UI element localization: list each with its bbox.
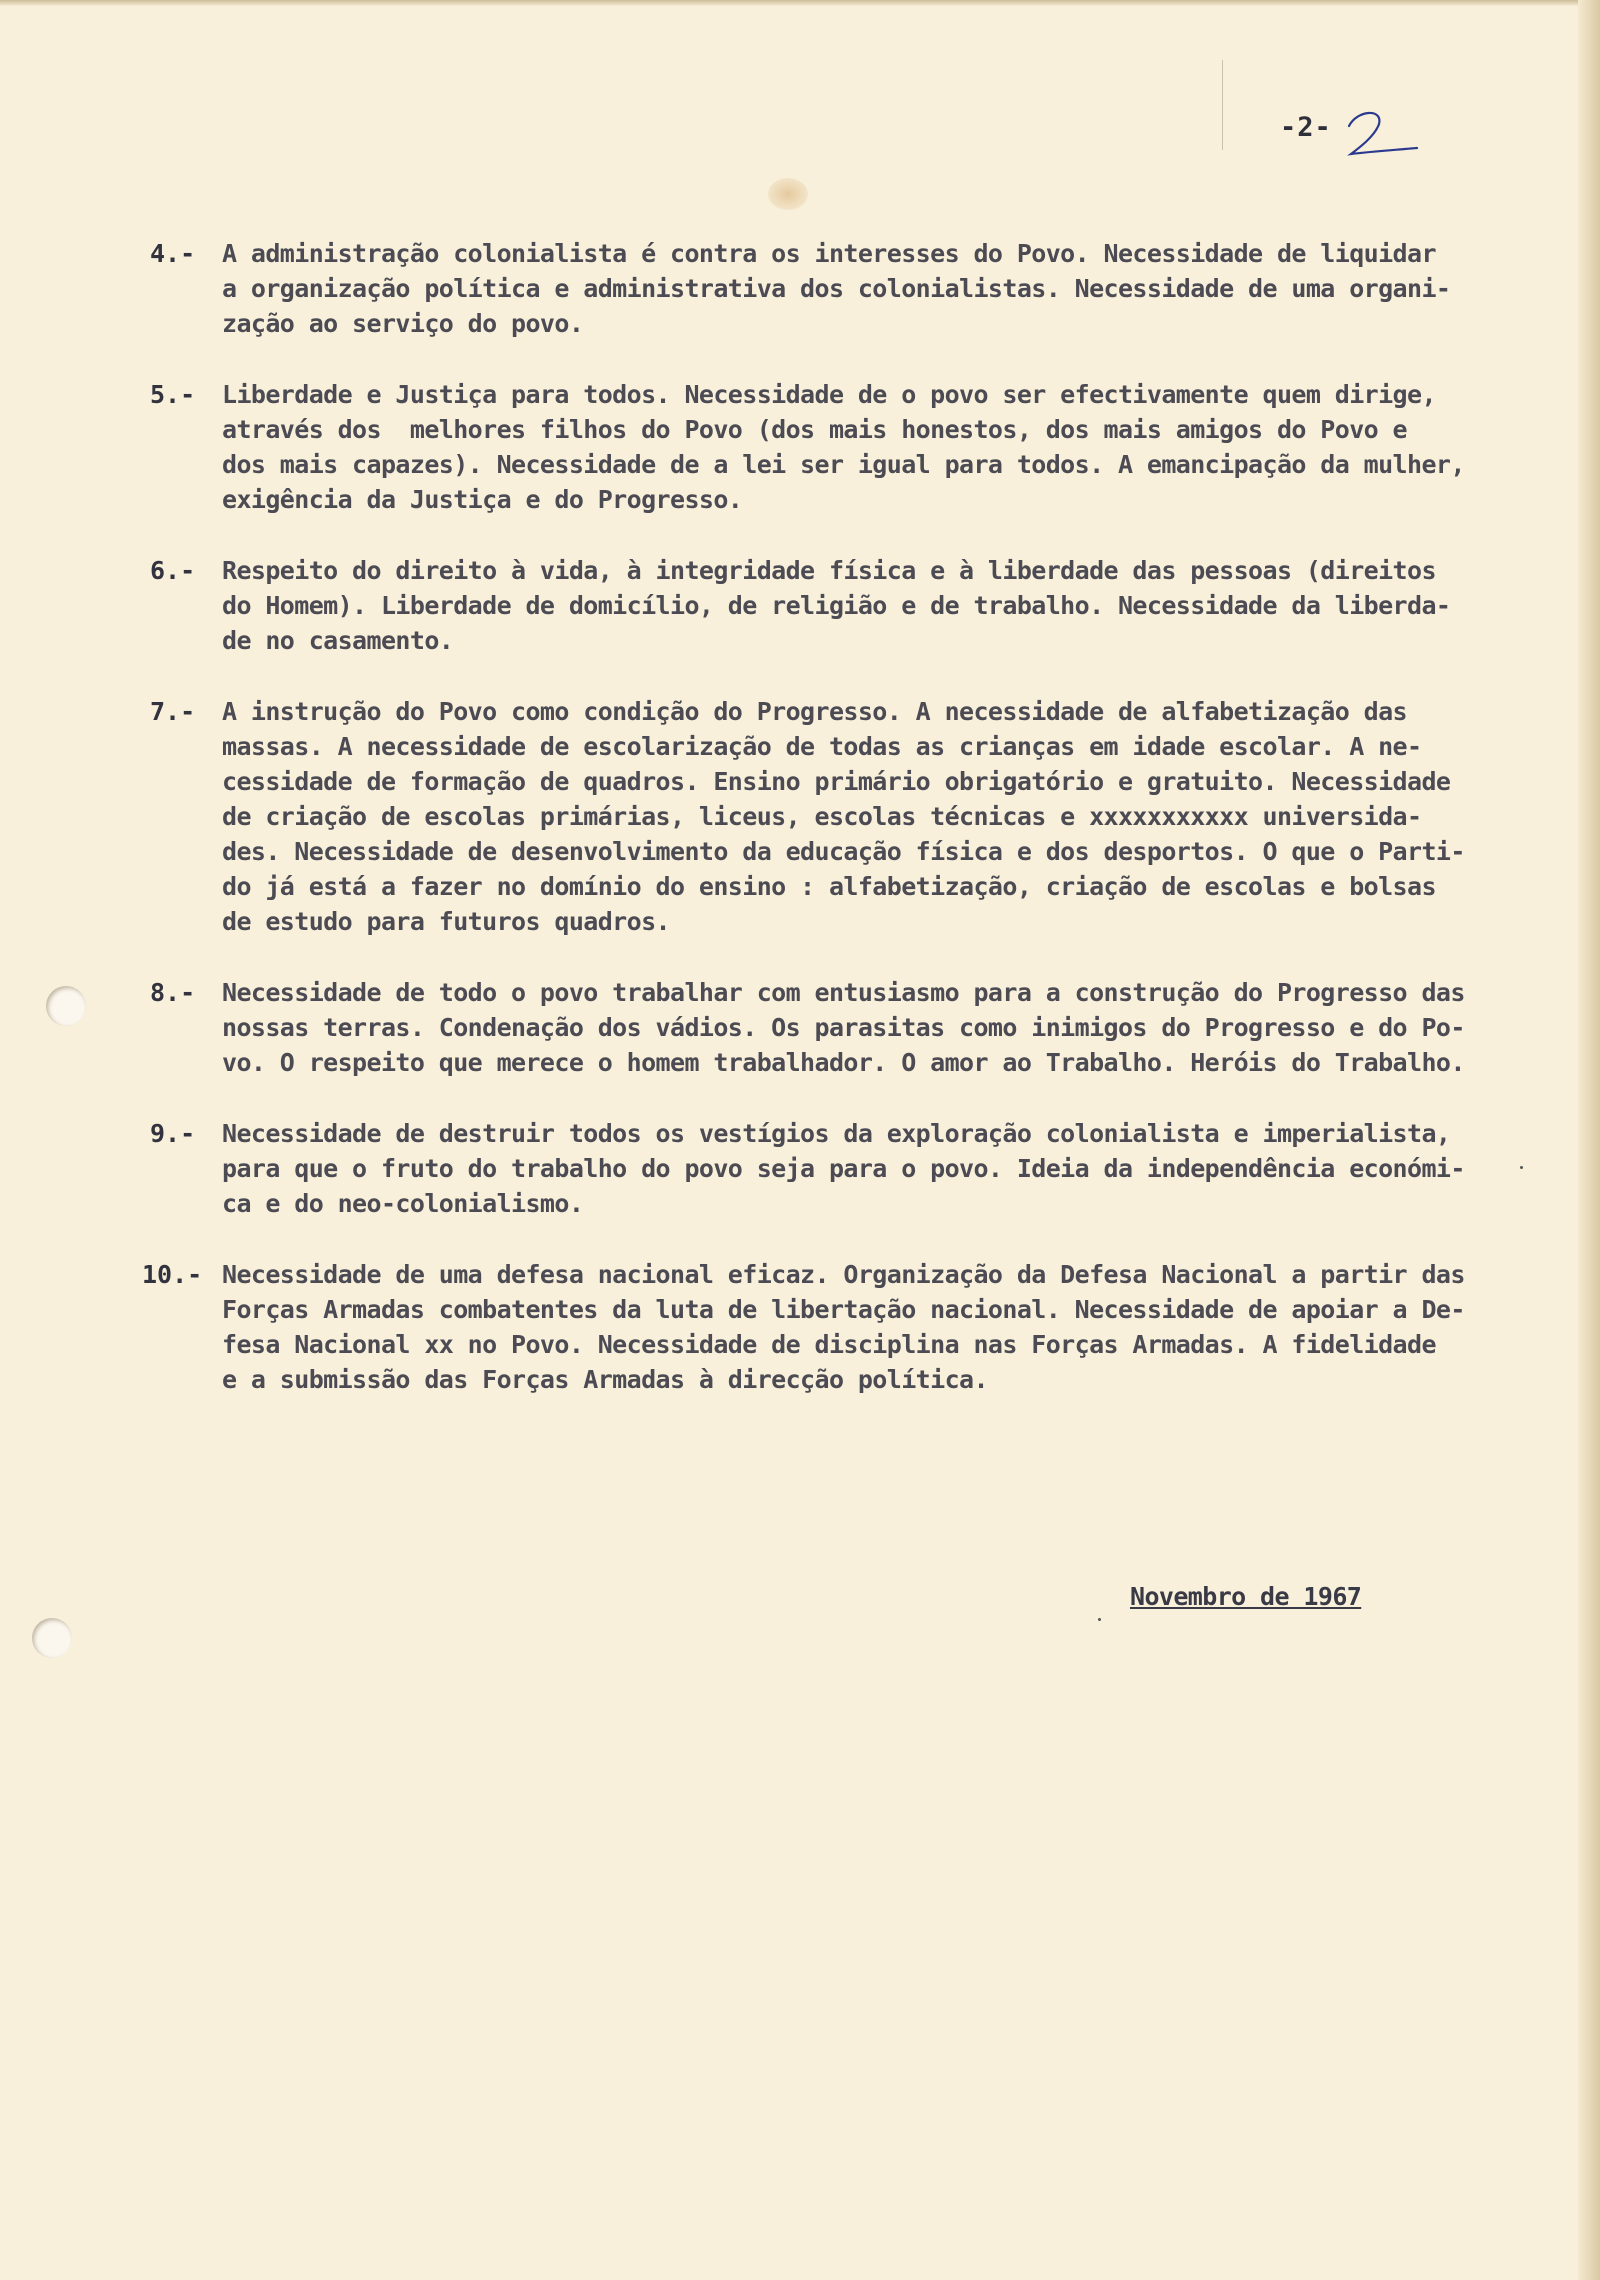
text-line: massas. A necessidade de escolarização de todas as crianças em idade escolar. A ne- [222, 732, 1422, 761]
text-line: nossas terras. Condenação dos vádios. Os parasitas como inimigos do Progresso e do Po- [222, 1013, 1465, 1042]
list-item [150, 377, 1530, 517]
paper-stain [768, 178, 808, 210]
item-number: 9.- [150, 1119, 196, 1148]
text-line: fesa Nacional xx no Povo. Necessidade de disciplina nas Forças Armadas. A fidelidade [222, 1330, 1436, 1359]
item-text [222, 377, 1530, 517]
text-line: de criação de escolas primárias, liceus, escolas técnicas e xxxxxxxxxxx universida- [222, 802, 1422, 831]
text-line: vo. O respeito que merece o homem trabalhador. O amor ao Trabalho. Heróis do Trabalho. [222, 1048, 1465, 1077]
list-item [150, 553, 1530, 658]
item-number: 7.- [150, 697, 196, 726]
text-line: Necessidade de todo o povo trabalhar com entusiasmo para a construção do Progresso das [222, 978, 1465, 1007]
item-number: 6.- [150, 556, 196, 585]
paper-right-edge [1578, 0, 1600, 2280]
item-number: 4.- [150, 239, 196, 268]
text-line: dos mais capazes). Necessidade de a lei ser igual para todos. A emancipação da mulher, [222, 450, 1465, 479]
list-item [142, 1257, 1530, 1397]
item-text [222, 975, 1530, 1080]
ink-speck [1098, 1618, 1101, 1621]
text-line: do Homem). Liberdade de domicílio, de religião e de trabalho. Necessidade da liberda- [222, 591, 1451, 620]
text-line: para que o fruto do trabalho do povo seja para o povo. Ideia da independência económi- [222, 1154, 1465, 1183]
list-item [150, 694, 1530, 939]
item-text [222, 236, 1530, 341]
item-text [222, 1116, 1530, 1221]
text-line: a organização política e administrativa dos colonialistas. Necessidade de uma organi- [222, 274, 1451, 303]
text-line: do já está a fazer no domínio do ensino : alfabetização, criação de escolas e bolsas [222, 872, 1436, 901]
punch-hole-lower [32, 1618, 72, 1658]
text-line: Necessidade de destruir todos os vestígios da exploração colonialista e imperialista, [222, 1119, 1451, 1148]
list-item [150, 975, 1530, 1080]
text-line: através dos melhores filhos do Povo (dos mais honestos, dos mais amigos do Povo e [222, 415, 1408, 444]
item-text [222, 1257, 1530, 1397]
text-line: exigência da Justiça e do Progresso. [222, 485, 743, 514]
punch-hole-upper [46, 986, 86, 1026]
document-date: Novembro de 1967 [1130, 1582, 1362, 1611]
paper-top-edge [0, 0, 1600, 6]
ink-speck [1520, 1166, 1523, 1169]
text-line: e a submissão das Forças Armadas à direcção política. [222, 1365, 988, 1394]
text-line: Liberdade e Justiça para todos. Necessidade de o povo ser efectivamente quem dirige, [222, 380, 1436, 409]
text-line: des. Necessidade de desenvolvimento da educação física e dos desportos. O que o Parti- [222, 837, 1465, 866]
page-number: -2- [1280, 112, 1332, 143]
item-text [222, 694, 1530, 939]
pencil-mark [1222, 60, 1223, 150]
list-item [150, 1116, 1530, 1221]
text-line: zação ao serviço do povo. [222, 309, 584, 338]
text-line: A instrução do Povo como condição do Progresso. A necessidade de alfabetização das [222, 697, 1408, 726]
text-line: de estudo para futuros quadros. [222, 907, 670, 936]
list-item [150, 236, 1530, 341]
text-line: cessidade de formação de quadros. Ensino primário obrigatório e gratuito. Necessidade [222, 767, 1451, 796]
item-number: 5.- [150, 380, 196, 409]
text-line: Necessidade de uma defesa nacional eficaz. Organização da Defesa Nacional a partir das [222, 1260, 1465, 1289]
text-line: Respeito do direito à vida, à integridade física e à liberdade das pessoas (direitos [222, 556, 1436, 585]
item-number: 10.- [142, 1260, 203, 1289]
item-number: 8.- [150, 978, 196, 1007]
text-line: ca e do neo-colonialismo. [222, 1189, 584, 1218]
text-line: Forças Armadas combatentes da luta de libertação nacional. Necessidade de apoiar a De- [222, 1295, 1465, 1324]
text-line: de no casamento. [222, 626, 454, 655]
handwritten-page-number [1343, 108, 1423, 158]
item-text [222, 553, 1530, 658]
numbered-list [142, 236, 1530, 1433]
text-line: A administração colonialista é contra os interesses do Povo. Necessidade de liquidar [222, 239, 1436, 268]
